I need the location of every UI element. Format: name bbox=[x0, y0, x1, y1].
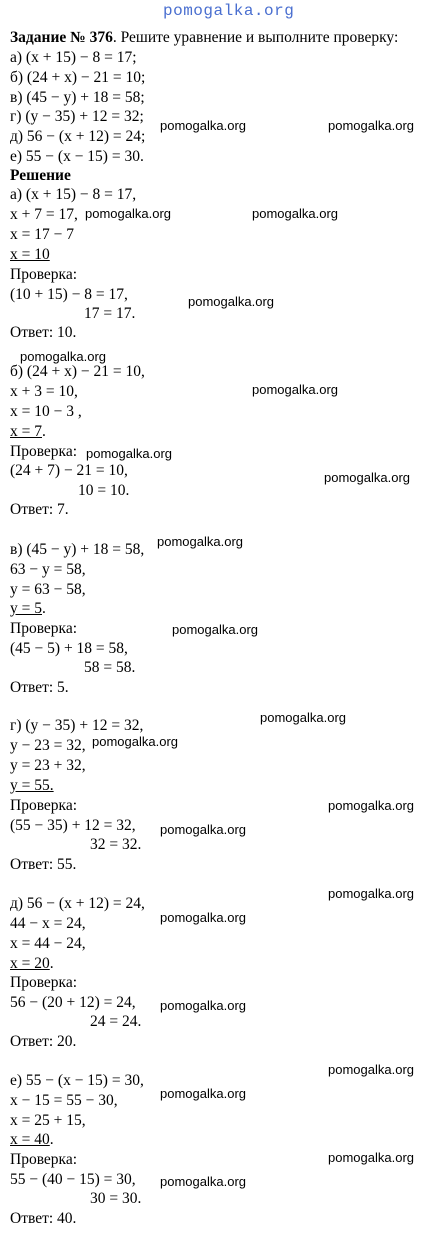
check-line: 56 − (20 + 12) = 24, bbox=[10, 994, 136, 1011]
answer-line: Ответ: 5. bbox=[10, 679, 69, 696]
check-line: 10 = 10. bbox=[78, 482, 130, 499]
watermark: pomogalka.org bbox=[328, 798, 414, 813]
check-line: 32 = 32. bbox=[90, 836, 142, 853]
answer-line: Ответ: 7. bbox=[10, 501, 69, 518]
solution-step: x − 15 = 55 − 30, bbox=[10, 1092, 118, 1109]
solution-step: 44 − x = 24, bbox=[10, 915, 86, 932]
watermark: pomogalka.org bbox=[328, 118, 414, 133]
solution-result: y = 5. bbox=[10, 600, 46, 617]
check-line: 17 = 17. bbox=[84, 305, 136, 322]
solution-step: y − 23 = 32, bbox=[10, 737, 86, 754]
task-item: г) (y − 35) + 12 = 32; bbox=[10, 108, 144, 125]
check-line: 55 − (40 − 15) = 30, bbox=[10, 1171, 136, 1188]
check-label: Проверка: bbox=[10, 266, 78, 283]
watermark: pomogalka.org bbox=[188, 294, 274, 309]
watermark: pomogalka.org bbox=[92, 734, 178, 749]
watermark: pomogalka.org bbox=[160, 822, 246, 837]
solution-equation: б) (24 + x) − 21 = 10, bbox=[10, 363, 145, 380]
check-line: 30 = 30. bbox=[90, 1190, 142, 1207]
answer-line: Ответ: 55. bbox=[10, 856, 77, 873]
answer-line: Ответ: 40. bbox=[10, 1210, 77, 1227]
watermark: pomogalka.org bbox=[157, 534, 243, 549]
watermark: pomogalka.org bbox=[328, 1150, 414, 1165]
task-text: . Решите уравнение и выполните проверку: bbox=[112, 29, 399, 46]
check-line: 24 = 24. bbox=[90, 1013, 142, 1030]
watermark: pomogalka.org bbox=[160, 1086, 246, 1101]
solution-result: y = 55. bbox=[10, 777, 54, 794]
watermark: pomogalka.org bbox=[20, 349, 106, 364]
task-item: е) 55 − (x − 15) = 30. bbox=[10, 148, 144, 165]
check-label: Проверка: bbox=[10, 974, 78, 991]
watermark: pomogalka.org bbox=[160, 910, 246, 925]
check-label: Проверка: bbox=[10, 620, 78, 637]
watermark: pomogalka.org bbox=[172, 622, 258, 637]
check-line: (45 − 5) + 18 = 58, bbox=[10, 640, 128, 657]
check-line: (55 − 35) + 12 = 32, bbox=[10, 817, 136, 834]
solution-result: x = 10 bbox=[10, 246, 50, 263]
solution-equation: е) 55 − (x − 15) = 30, bbox=[10, 1072, 144, 1089]
watermark: pomogalka.org bbox=[160, 118, 246, 133]
solution-step: 63 − y = 58, bbox=[10, 561, 86, 578]
watermark: pomogalka.org bbox=[328, 1062, 414, 1077]
watermark: pomogalka.org bbox=[328, 886, 414, 901]
task-item: д) 56 − (x + 12) = 24; bbox=[10, 128, 146, 145]
solution-step: y = 63 − 58, bbox=[10, 581, 86, 598]
watermark: pomogalka.org bbox=[160, 1174, 246, 1189]
check-line: (10 + 15) − 8 = 17, bbox=[10, 286, 128, 303]
solution-step: x + 7 = 17, bbox=[10, 206, 78, 223]
solution-step: y = 23 + 32, bbox=[10, 757, 86, 774]
watermark: pomogalka.org bbox=[86, 446, 172, 461]
solution-result: x = 40. bbox=[10, 1131, 54, 1148]
task-header bbox=[10, 28, 398, 47]
solution-equation: г) (y − 35) + 12 = 32, bbox=[10, 717, 144, 734]
solution-result: x = 20. bbox=[10, 955, 54, 972]
check-label: Проверка: bbox=[10, 1151, 78, 1168]
watermark: pomogalka.org bbox=[252, 382, 338, 397]
solution-equation: д) 56 − (x + 12) = 24, bbox=[10, 895, 145, 912]
task-item: а) (x + 15) − 8 = 17; bbox=[10, 49, 137, 66]
answer-line: Ответ: 10. bbox=[10, 324, 77, 341]
watermark: pomogalka.org bbox=[324, 470, 410, 485]
answer-line: Ответ: 20. bbox=[10, 1033, 77, 1050]
check-line: (24 + 7) − 21 = 10, bbox=[10, 462, 128, 479]
solution-heading: Решение bbox=[10, 167, 71, 184]
solution-result: x = 7. bbox=[10, 423, 46, 440]
check-label: Проверка: bbox=[10, 797, 78, 814]
solution-equation: а) (x + 15) − 8 = 17, bbox=[10, 186, 137, 203]
solution-step: x + 3 = 10, bbox=[10, 383, 78, 400]
task-item: в) (45 − y) + 18 = 58; bbox=[10, 89, 145, 106]
solution-step: x = 44 − 24, bbox=[10, 935, 86, 952]
solution-equation: в) (45 − y) + 18 = 58, bbox=[10, 541, 145, 558]
task-title: Задание № 376 bbox=[10, 29, 113, 46]
solution-step: x = 17 − 7 bbox=[10, 226, 74, 243]
site-logo: pomogalka.org bbox=[163, 2, 295, 20]
check-line: 58 = 58. bbox=[84, 659, 136, 676]
watermark: pomogalka.org bbox=[260, 710, 346, 725]
watermark: pomogalka.org bbox=[160, 998, 246, 1013]
watermark: pomogalka.org bbox=[85, 206, 171, 221]
task-item: б) (24 + x) − 21 = 10; bbox=[10, 69, 146, 86]
solution-step: x = 10 − 3 , bbox=[10, 403, 82, 420]
solution-step: x = 25 + 15, bbox=[10, 1112, 86, 1129]
watermark: pomogalka.org bbox=[252, 206, 338, 221]
check-label: Проверка: bbox=[10, 443, 78, 460]
